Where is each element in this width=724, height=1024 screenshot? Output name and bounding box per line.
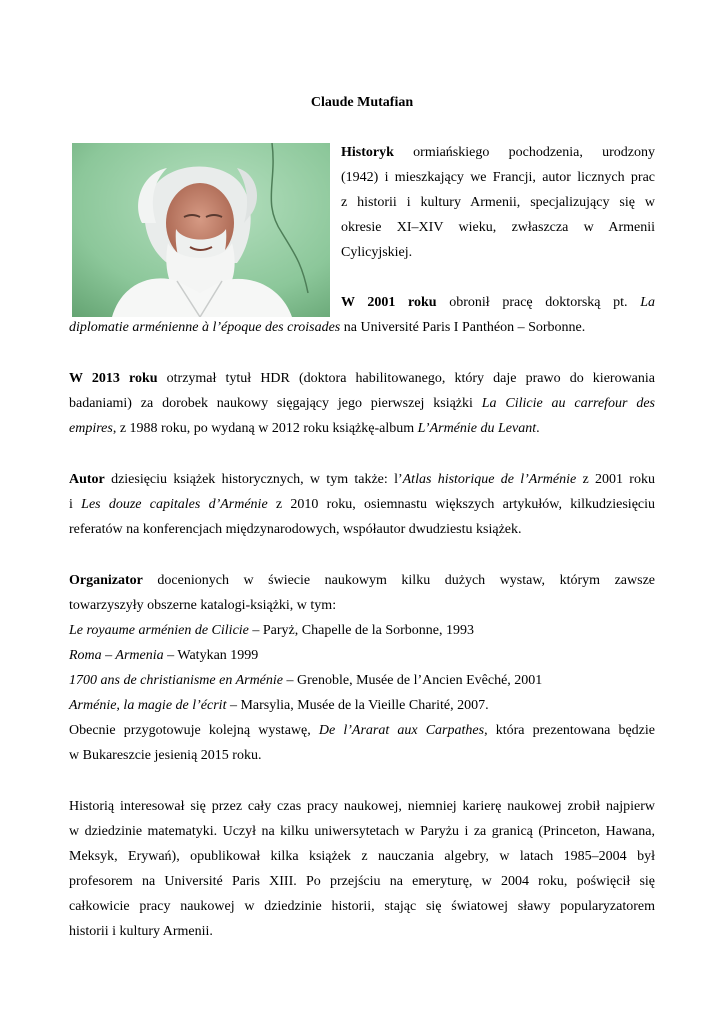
exhibition-item — [69, 693, 655, 718]
thesis-title-end: diplomatie arménienne à l’époque des croisades — [69, 320, 341, 335]
author-line — [69, 492, 655, 517]
organizer-line: w Bukareszcie jesienią 2015 roku. — [69, 748, 262, 763]
exhibition-details: – Marsylia, Musée de la Vieille Charité, 2007. — [226, 698, 489, 713]
author-text: z 2010 roku, osiemnastu większych artykułów, kilkudziesięciu — [267, 497, 656, 512]
closing-line: Historią interesował się przez cały czas pracy naukowej, niemniej karierę naukowej zrobił najpierw — [69, 799, 655, 814]
hdr-lead: W 2013 roku — [69, 371, 158, 386]
closing-line: Meksyk, Erywań), opublikował kilka książek z nauczania algebry, w latach 1985–2004 był — [69, 849, 655, 864]
author-line — [69, 467, 655, 492]
hdr-paragraph — [69, 366, 655, 441]
author-lead: Autor — [69, 472, 105, 487]
intro-lead: Historyk — [341, 145, 394, 160]
hdr-book2: L’Arménie du Levant — [417, 421, 537, 436]
exhibition-title: 1700 ans de christianisme en Arménie — [69, 673, 283, 688]
organizer-line — [69, 718, 655, 743]
author-paragraph — [69, 467, 655, 542]
doctorate-lead: W 2001 roku — [341, 295, 437, 310]
hdr-text: . — [536, 421, 540, 436]
closing-line: historii i kultury Armenii. — [69, 924, 213, 939]
closing-line: całkowicie pracy naukowej w dziedzinie historii, stając się światowej sławy popularyzatorem — [69, 899, 655, 914]
organizer-line — [69, 568, 655, 593]
closing-line: profesorem na Université Paris XIII. Po przejściu na emeryturę, w 2004 roku, poświęcił się — [69, 874, 655, 889]
closing-line: w dziedzinie matematyki. Uczył na kilku uniwersytetach w Paryżu i za granicą (Princeton, Hawana, — [69, 824, 655, 839]
exhibition-item — [69, 643, 655, 668]
organizer-text: docenionych w świecie naukowym kilku dużych wystaw, którym zawsze — [142, 573, 655, 588]
exhibition-item — [69, 618, 655, 643]
organizer-lead: Organizator — [69, 573, 143, 588]
hdr-text: otrzymał tytuł HDR (doktora habilitowanego, który daje prawo do kierowania — [157, 371, 656, 386]
exhibition-title: Roma – Armenia — [69, 648, 164, 663]
doctorate-text: obronił pracę doktorską pt. — [449, 295, 628, 310]
organizer-line: towarzyszyły obszerne katalogi-książki, w tym: — [69, 598, 337, 613]
author-text: dziesięciu książek historycznych, w tym także: l’ — [104, 472, 403, 487]
hdr-book1: empires — [69, 421, 113, 436]
thesis-title-start: La — [640, 295, 656, 310]
intro-line: (1942) i mieszkający we Francji, autor licznych prac — [341, 170, 655, 185]
hdr-line — [69, 391, 655, 416]
doctorate-text-line — [69, 315, 655, 340]
hdr-line — [69, 366, 655, 391]
intro-paragraph — [341, 140, 655, 265]
organizer-paragraph — [69, 568, 655, 768]
doctorate-line1 — [341, 290, 655, 315]
portrait-photo — [72, 143, 330, 317]
organizer-text: Obecnie przygotowuje kolejną wystawę, — [69, 723, 319, 738]
author-book2: Les douze capitales d’Arménie — [81, 497, 268, 512]
intro-line: Cylicyjskiej. — [341, 245, 413, 260]
intro-line — [341, 140, 655, 165]
exhibition-details: – Watykan 1999 — [163, 648, 259, 663]
hdr-text: , z 1988 roku, po wydaną w 2012 roku książkę-album — [112, 421, 418, 436]
hdr-line — [69, 416, 655, 441]
doctorate-text-line — [341, 290, 655, 315]
upcoming-exhibition-title: De l’Ararat aux Carpathes — [318, 723, 485, 738]
author-text: i — [69, 497, 82, 512]
hdr-text: badaniami) za dorobek naukowy sięgający jego pierwszej książki — [69, 396, 482, 411]
exhibition-title: Le royaume arménien de Cilicie — [69, 623, 249, 638]
exhibition-title: Arménie, la magie de l’écrit — [69, 698, 227, 713]
intro-line: okresie XI–XIV wieku, zwłaszcza w Armenii — [341, 220, 655, 235]
author-book1: Atlas historique de l’Arménie — [402, 472, 577, 487]
closing-paragraph — [69, 794, 655, 944]
exhibition-item — [69, 668, 655, 693]
organizer-text: , która prezentowana będzie — [484, 723, 656, 738]
author-line: referatów na konferencjach międzynarodowych, współautor dwudziestu książek. — [69, 522, 522, 537]
hdr-book1: La Cilicie au carrefour des — [481, 396, 655, 411]
intro-text: ormiańskiego pochodzenia, urodzony — [413, 145, 656, 160]
page-title: Claude Mutafian — [310, 95, 414, 110]
exhibition-details: – Grenoble, Musée de l’Ancien Evêché, 2001 — [283, 673, 543, 688]
intro-line: z historii i kultury Armenii, specjalizujący się w — [341, 195, 655, 210]
doctorate-tail: na Université Paris I Panthéon – Sorbonne. — [340, 320, 586, 335]
author-text: z 2001 roku — [576, 472, 655, 487]
doctorate-line2 — [69, 315, 655, 340]
exhibition-details: – Paryż, Chapelle de la Sorbonne, 1993 — [248, 623, 475, 638]
